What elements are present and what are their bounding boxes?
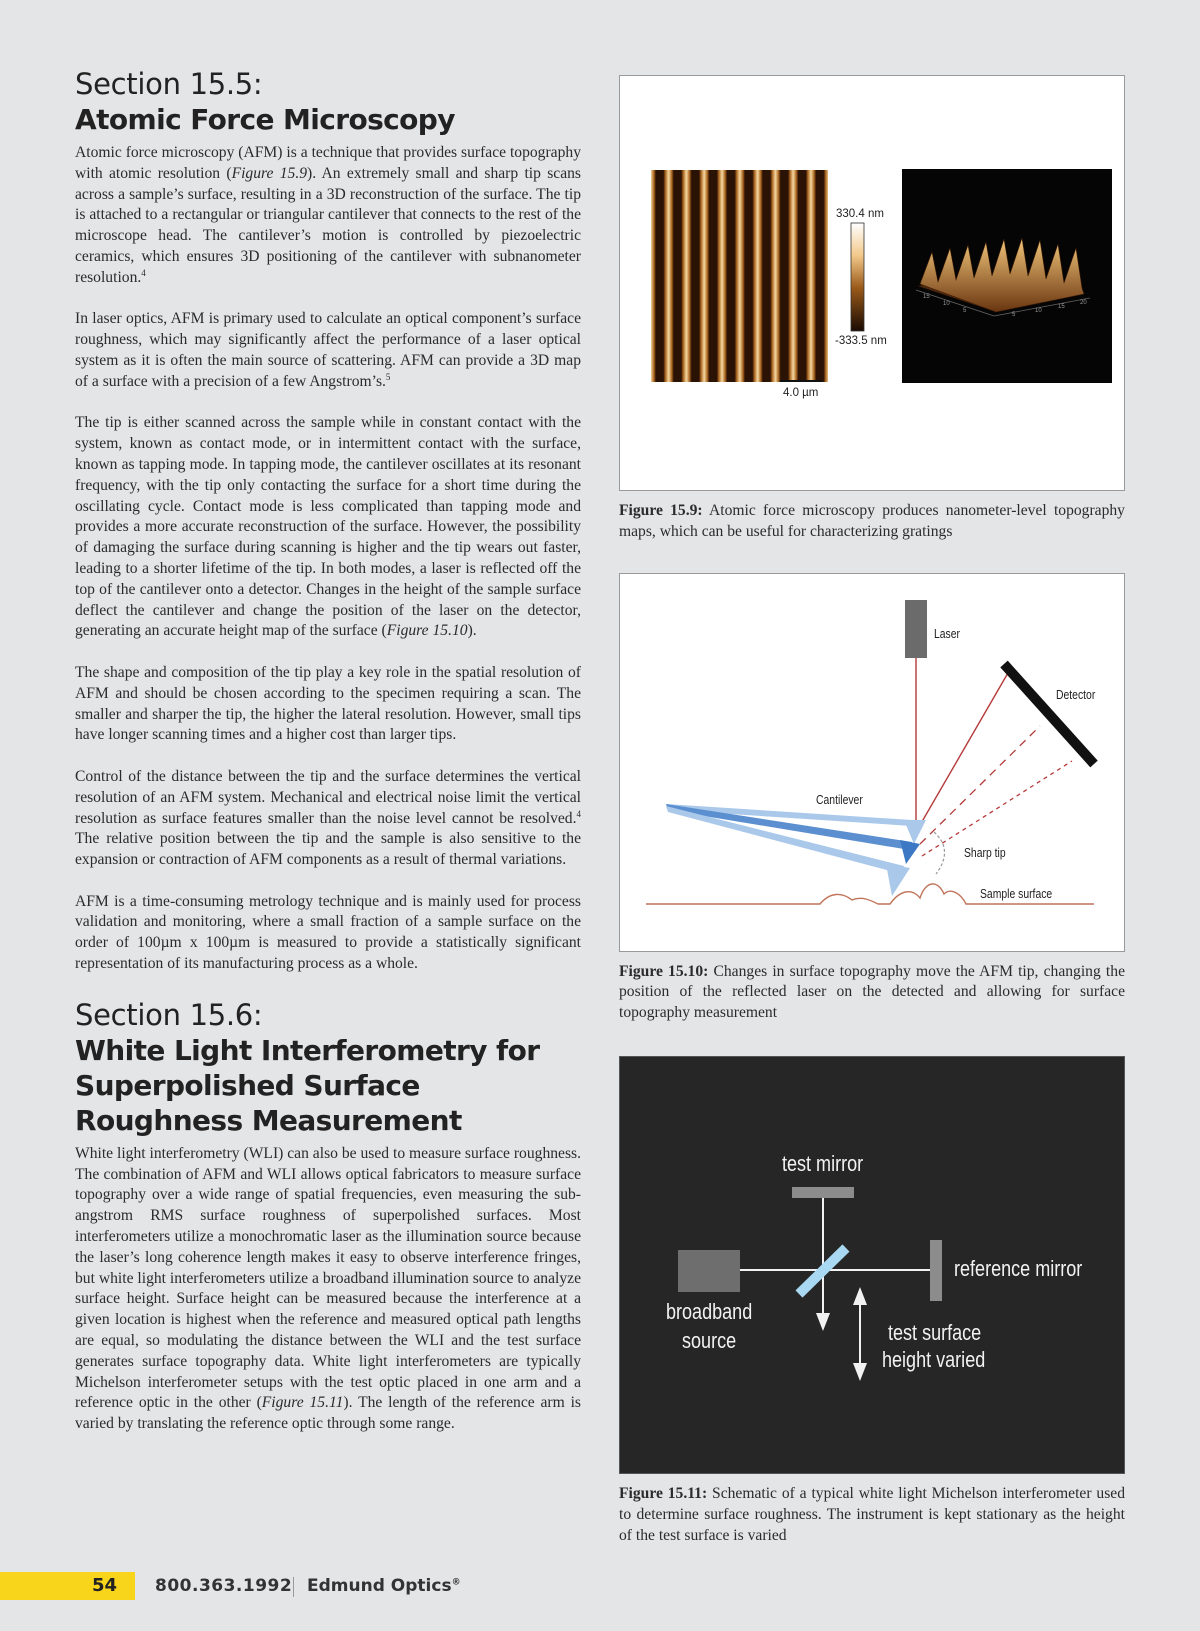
height-arrow-up	[853, 1287, 867, 1305]
afm-schematic	[620, 574, 1124, 951]
afm-paragraph-5: Control of the distance between the tip and the surface determines the vertical resolution of an AFM system. Mechanical and electrical noise limit the vertical resolution as surface features smaller than the noise level cannot be resolved.$^4$ The relative position between the tip and the sample is also sensitive to the expansion or contraction of AFM components as a result of thermal variations.	[75, 767, 581, 869]
section-15-5-number: Section 15.5:	[75, 67, 263, 101]
brand-name: Edmund Optics®	[307, 1576, 461, 1596]
axis-tick: 5	[1012, 312, 1016, 318]
right-column	[619, 75, 1125, 1546]
wli-paragraph-1: White light interferometry (WLI) can also be used to measure surface roughness. The combination of AFM and WLI allows optical fabricators to measure surface topography over a wide range of spatial frequencies, even measuring the sub-angstrom RMS surface roughness of superpolished surfaces. Most interferometers utilize a monochromatic laser as the illumination source because the laser’s long coherence length makes it easy to observe interference fringes, but white light interferometers utilize a broadband illumination source to analyze surface height. Surface height can be measured because the interference at a given location is highest when the reference and measured optical path lengths are equal, so modulating the distance between the WLI and the test surface generates surface topography data. White light interferometers are typically Michelson interferometer setups with the test optic placed in one arm and a reference optic in the other (Figure 15.11). The length of the reference arm is varied by translating the reference optic through some range.	[75, 1144, 581, 1433]
sample-surface-label: Sample surface	[980, 886, 1053, 901]
axis-tick: 10	[943, 301, 950, 307]
broadband-source-label-1: broadband	[666, 1300, 753, 1325]
footer-divider	[293, 1577, 294, 1597]
section-15-6-number: Section 15.6:	[75, 997, 263, 1032]
test-surface-label-1: test surface	[888, 1321, 982, 1346]
height-arrow-down	[853, 1363, 867, 1381]
axis-tick: 15	[1058, 304, 1065, 310]
afm-paragraph-3: The tip is either scanned across the sample while in constant contact with the system, known as contact mode, or in intermittent contact with the surface, known as tapping mode. In tapping mode, the cantilever oscillates at its resonant frequency, with the tip only contacting the surface for a short time during the oscillating cycle. Contact mode is less complicated than tapping mode and provides a more accurate reconstruction of the surface. However, the possibility of damaging the surface during scanning is higher and the tip wears out faster, leading to a shorter lifetime of the tip. In both modes, a laser is reflected off the top of the cantilever onto a detector. Changes in the height of the sample surface deflect the cantilever and change the position of the laser on the detector, generating an accurate height map of the surface (Figure 15.10).	[75, 414, 581, 640]
left-column	[75, 66, 581, 1435]
laser-label: Laser	[934, 626, 961, 641]
output-arrow-head	[816, 1313, 830, 1331]
scale-min-label: -333.5 nm	[835, 335, 887, 347]
laser-source	[905, 600, 927, 658]
footnote-ref: 4	[576, 808, 581, 819]
test-surface-label-2: height varied	[882, 1348, 986, 1373]
figure-15-11-caption: Figure 15.11: Schematic of a typical white light Michelson interferometer used to determine surface roughness. The instrument is kept stationary as the height of the test surface is varied	[619, 1484, 1125, 1544]
tip-motion-arrow	[934, 832, 945, 874]
axis-tick: 10	[1035, 308, 1042, 314]
footnote-ref: 4	[141, 267, 146, 278]
figure-15-9-image	[619, 75, 1125, 491]
reference-mirror	[930, 1240, 942, 1301]
scale-max-label: 330.4 nm	[836, 208, 884, 220]
deflected-beam-dotted	[922, 761, 1072, 856]
cantilever-label: Cantilever	[816, 792, 863, 807]
figure-15-11-diagram	[619, 1056, 1125, 1474]
test-mirror	[792, 1187, 854, 1198]
afm-paragraph-4: The shape and composition of the tip play a key role in the spatial resolution of AFM and should be chosen according to the specimen requiring a scan. The smaller and sharper the tip, the higher the lateral resolution. However, small tips have longer scanning times and a higher cost than larger tips.	[75, 663, 581, 744]
detector	[1004, 664, 1094, 764]
tip-upper	[904, 820, 926, 844]
figure-15-10-diagram	[619, 573, 1125, 952]
detector-label: Detector	[1056, 687, 1096, 702]
broadband-source	[678, 1250, 740, 1292]
afm-paragraph-6: AFM is a time-consuming metrology technique and is mainly used for process validation and monitoring, where a small fraction of a sample surface on the order of 100µm x 100µm is measured to provide a statistically significant representation of its manufacturing process as a whole.	[75, 892, 581, 973]
height-color-scale	[851, 223, 864, 331]
footnote-ref: 5	[385, 371, 391, 382]
michelson-interferometer-schematic	[620, 1057, 1124, 1473]
axis-tick: 20	[1080, 300, 1087, 306]
sharp-tip	[900, 840, 920, 864]
phone-number[interactable]: 800.363.1992	[155, 1576, 293, 1596]
deflected-beam-dashed	[920, 726, 1040, 844]
figure-15-9-reference[interactable]: Figure 15.9	[231, 164, 308, 182]
page-footer	[0, 1572, 1200, 1600]
test-mirror-label: test mirror	[782, 1152, 864, 1177]
figure-15-10-caption: Figure 15.10: Changes in surface topography move the AFM tip, changing the position of the reflected laser on the detected and allowing for surface topography measurement	[619, 962, 1125, 1022]
figure-15-11-reference[interactable]: Figure 15.11	[261, 1394, 344, 1412]
page-number: 54	[92, 1575, 118, 1596]
broadband-source-label-2: source	[682, 1329, 737, 1354]
section-15-5-title: Atomic Force Microscopy	[75, 103, 455, 136]
axis-tick: 5	[963, 308, 967, 314]
axis-tick: 15	[923, 294, 930, 300]
afm-topography-graphic	[620, 76, 1124, 490]
reference-mirror-label: reference mirror	[954, 1257, 1083, 1282]
figure-15-10-reference[interactable]: Figure 15.10	[386, 622, 468, 640]
afm-paragraph-2: In laser optics, AFM is primary used to calculate an optical component’s surface roughness, which may significantly affect the performance of a laser optical system as it is often the main source of scattering. AFM can provide a 3D map of a surface with a precision of a few Angstrom’s.$^5$	[75, 310, 581, 390]
sharp-tip-label: Sharp tip	[964, 845, 1006, 860]
afm-paragraph-1: Atomic force microscopy (AFM) is a technique that provides surface topography with atomic resolution (Figure 15.9). An extremely small and sharp tip scans across a sample’s surface, resulting in a 3D reconstruction of the surface. The tip is attached to a rectangular or triangular cantilever that connects to the rest of the microscope head. The cantilever’s motion is controlled by piezoelectric ceramics, which ensures 3D positioning of the cantilever with subnanometer resolution.$^4$	[75, 144, 581, 286]
section-15-6-title: White Light Interferometry for Superpolished Surface Roughness Measurement	[75, 1033, 540, 1137]
registered-mark: ®	[451, 1577, 461, 1588]
scalebar-label: 4.0 µm	[783, 387, 819, 399]
afm-2d-height-map	[651, 170, 828, 382]
reflected-laser-beam	[916, 666, 1012, 832]
figure-15-9-caption: Figure 15.9: Atomic force microscopy produces nanometer-level topography maps, which can be useful for characterizing gratings	[619, 502, 1125, 540]
